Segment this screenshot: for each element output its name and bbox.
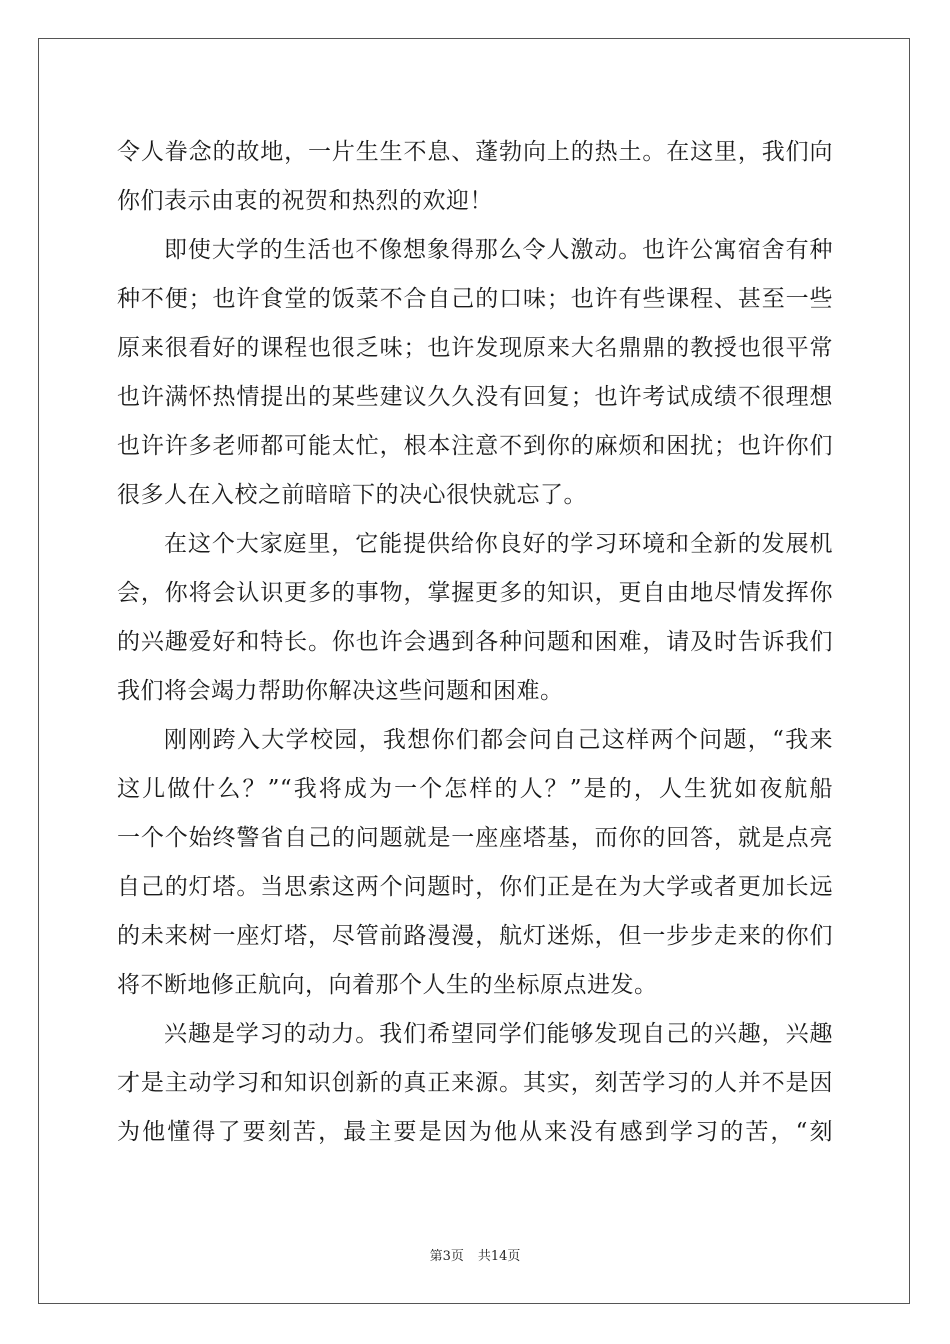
text-line: 在这个大家庭里，它能提供给你良好的学习环境和全新的发展机 [164,531,833,557]
paragraph [117,716,833,1010]
text-line: 令人眷念的故地，一片生生不息、蓬勃向上的热土。在这里，我们向 [117,139,833,165]
paragraph [117,1010,833,1157]
text-line: 才是主动学习和知识创新的真正来源。其实，刻苦学习的人并不是因 [117,1070,833,1096]
text-line: 即使大学的生活也不像想象得那么令人激动。也许公寓宿舍有种 [164,237,833,263]
text-line: 的未来树一座灯塔，尽管前路漫漫，航灯迷烁，但一步步走来的你们 [117,923,833,949]
text-line: 自己的灯塔。当思索这两个问题时，你们正是在为大学或者更加长远 [117,874,833,900]
text-line: 会，你将会认识更多的事物，掌握更多的知识，更自由地尽情发挥你 [117,580,833,606]
page-number: 第3页 [429,1249,464,1264]
page-footer [0,1245,950,1264]
paragraph [117,520,833,716]
text-line: 也许满怀热情提出的某些建议久久没有回复；也许考试成绩不很理想 [117,384,833,410]
text-line: 种不便；也许食堂的饭菜不合自己的口味；也许有些课程、甚至一些 [117,286,833,312]
paragraph [117,226,833,520]
text-line: 也许许多老师都可能太忙，根本注意不到你的麻烦和困扰；也许你们 [117,433,833,459]
text-line: 我们将会竭力帮助你解决这些问题和困难。 [117,678,564,704]
text-line: 为他懂得了要刻苦，最主要是因为他从来没有感到学习的苦，“刻 [117,1119,833,1145]
text-line: 这儿做什么？”“我将成为一个怎样的人？”是的，人生犹如夜航船 [117,776,833,802]
text-line: 将不断地修正航向，向着那个人生的坐标原点进发。 [117,972,658,998]
paragraph [117,128,833,226]
text-line: 很多人在入校之前暗暗下的决心很快就忘了。 [117,482,587,508]
text-line: 刚刚跨入大学校园，我想你们都会问自己这样两个问题，“我来 [164,727,833,753]
text-line: 你们表示由衷的祝贺和热烈的欢迎！ [117,188,493,214]
document-body [117,128,833,1157]
text-line: 一个个始终警省自己的问题就是一座座塔基，而你的回答，就是点亮 [117,825,833,851]
page-total: 共14页 [477,1249,521,1264]
text-line: 兴趣是学习的动力。我们希望同学们能够发现自己的兴趣，兴趣 [164,1021,833,1047]
text-line: 的兴趣爱好和特长。你也许会遇到各种问题和困难，请及时告诉我们 [117,629,833,655]
text-line: 原来很看好的课程也很乏味；也许发现原来大名鼎鼎的教授也很平常 [117,335,833,361]
